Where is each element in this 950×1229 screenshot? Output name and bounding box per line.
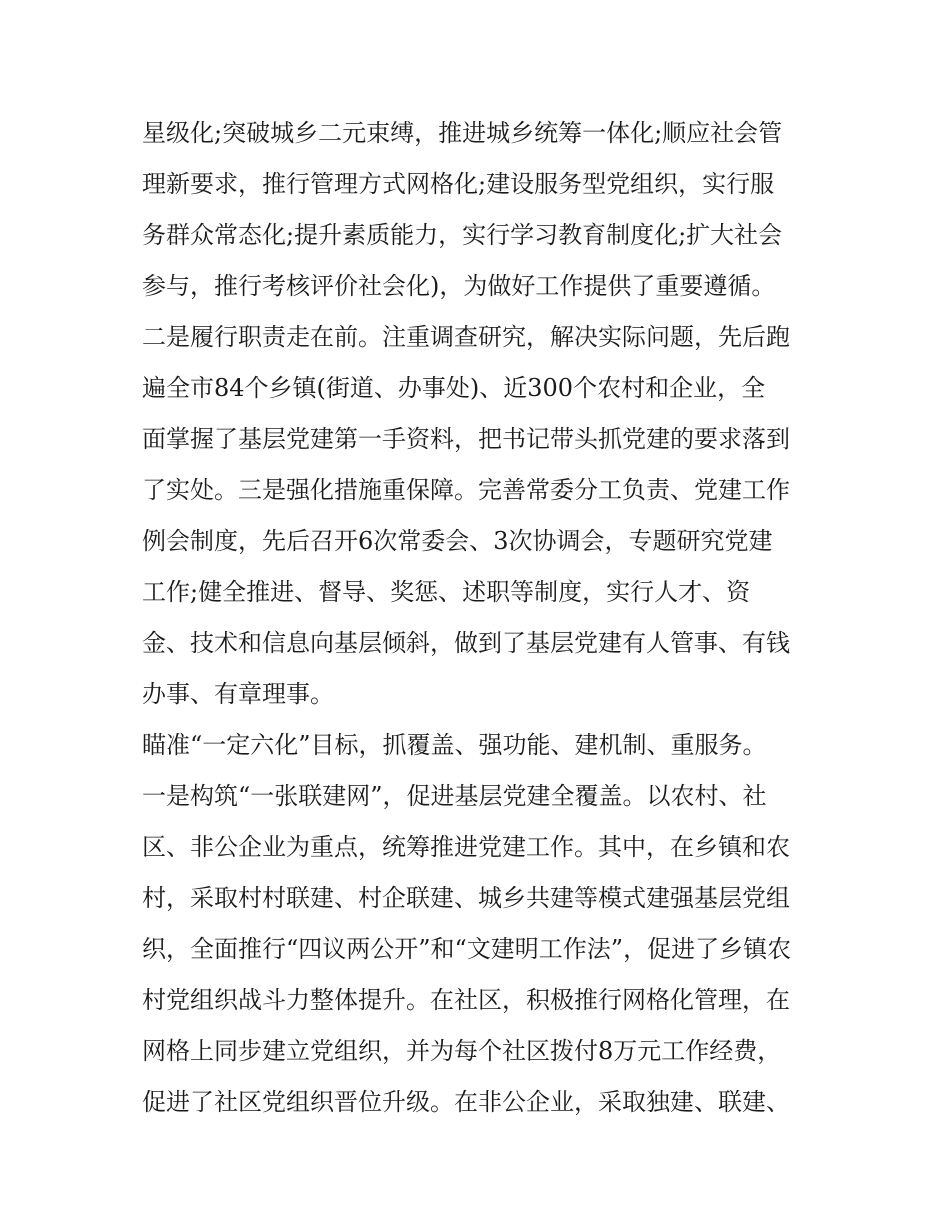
text-line-6: 遍全市84个乡镇(街道、办事处)、近300个农村和企业，全: [142, 374, 766, 402]
text-line-7: 面掌握了基层党建第一手资料，把书记带头抓党建的要求落到: [142, 425, 790, 453]
text-line-20: 促进了社区党组织晋位升级。在非公企业，采取独建、联建、: [142, 1088, 790, 1116]
text-line-14: 一是构筑“一张联建网”，促进基层党建全覆盖。以农村、社: [142, 782, 767, 810]
text-line-12: 办事、有章理事。: [142, 680, 334, 708]
body-text: [142, 108, 822, 1128]
text-line-17: 织，全面推行“四议两公开”和“文建明工作法”，促进了乡镇农: [142, 935, 792, 963]
text-line-4: 参与，推行考核评价社会化)，为做好工作提供了重要遵循。: [142, 272, 776, 300]
text-line-19: 网格上同步建立党组织，并为每个社区拨付8万元工作经费，: [142, 1037, 782, 1065]
text-line-11: 金、技术和信息向基层倾斜，做到了基层党建有人管事、有钱: [142, 629, 790, 657]
text-line-8: 了实处。三是强化措施重保障。完善常委分工负责、党建工作: [142, 476, 790, 504]
text-line-15: 区、非公企业为重点，统筹推进党建工作。其中，在乡镇和农: [142, 833, 790, 861]
text-line-16: 村，采取村村联建、村企联建、城乡共建等模式建强基层党组: [142, 884, 790, 912]
text-line-2: 理新要求，推行管理方式网格化;建设服务型党组织，实行服: [142, 170, 775, 198]
text-line-5: 二是履行职责走在前。注重调查研究，解决实际问题，先后跑: [142, 323, 790, 351]
text-line-13: 瞄准“一定六化”目标，抓覆盖、强功能、建机制、重服务。: [142, 731, 767, 759]
text-line-18: 村党组织战斗力整体提升。在社区，积极推行网格化管理，在: [142, 986, 790, 1014]
text-line-3: 务群众常态化;提升素质能力，实行学习教育制度化;扩大社会: [142, 221, 783, 249]
text-line-9: 例会制度，先后召开6次常委会、3次协调会，专题研究党建: [142, 527, 773, 555]
text-line-10: 工作;健全推进、督导、奖惩、述职等制度，实行人才、资: [142, 578, 751, 606]
text-line-1: 星级化;突破城乡二元束缚，推进城乡统筹一体化;顺应社会管: [142, 119, 783, 147]
